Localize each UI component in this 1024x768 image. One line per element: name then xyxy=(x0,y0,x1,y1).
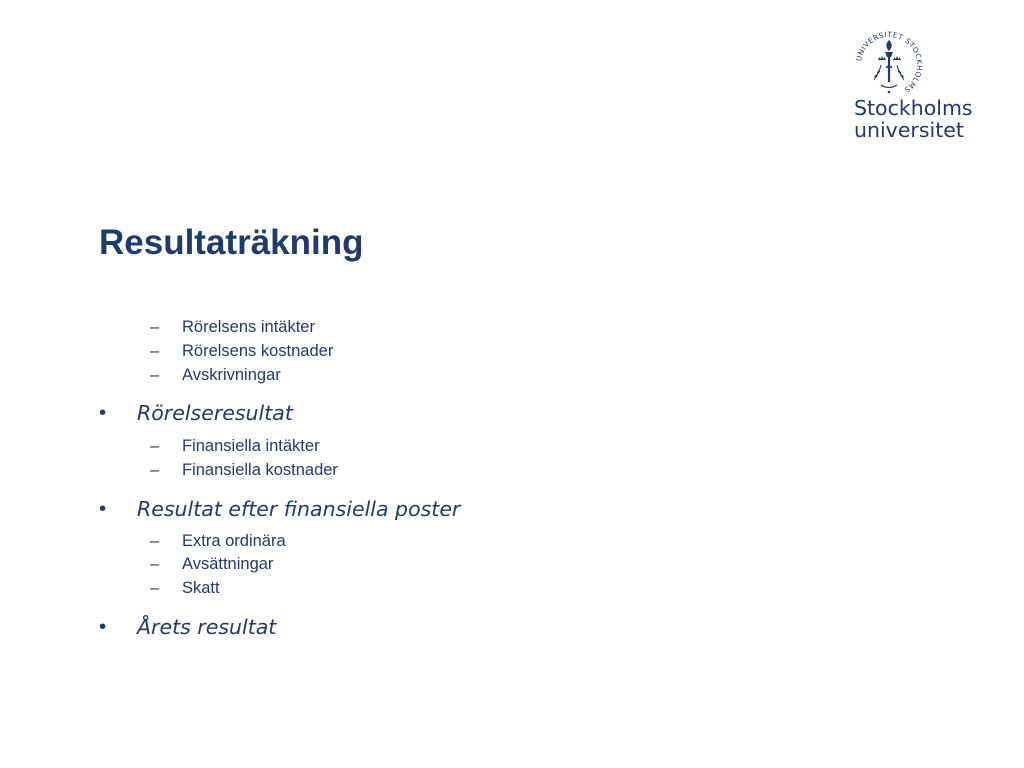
dash-marker: – xyxy=(150,532,160,550)
bullet-item-text: Resultat efter finansiella poster xyxy=(137,497,461,521)
bullet-item-text: Årets resultat xyxy=(137,615,277,639)
dash-marker: – xyxy=(150,318,160,336)
dash-marker: – xyxy=(150,555,160,573)
sub-item-text: Avsättningar xyxy=(182,555,274,573)
sub-item-text: Finansiella kostnader xyxy=(182,461,338,479)
slide-title: Resultaträkning xyxy=(99,223,364,262)
dash-marker: – xyxy=(150,342,160,360)
bullet-marker: • xyxy=(99,615,107,638)
sub-item-text: Finansiella intäkter xyxy=(182,437,320,455)
bullet-marker: • xyxy=(99,497,107,520)
university-name-line-1: Stockholms xyxy=(854,96,973,120)
sub-item-text: Skatt xyxy=(182,579,220,597)
dash-marker: – xyxy=(150,366,160,384)
svg-text:UNIVERSITET STOCKHOLMS: UNIVERSITET STOCKHOLMS xyxy=(854,30,924,95)
sub-item-text: Avskrivningar xyxy=(182,366,281,384)
sub-item-text: Extra ordinära xyxy=(182,532,286,550)
dash-marker: – xyxy=(150,579,160,597)
bullet-item-text: Rörelseresultat xyxy=(137,401,293,425)
dash-marker: – xyxy=(150,437,160,455)
university-name-line-2: universitet xyxy=(854,118,964,142)
bullet-marker: • xyxy=(99,401,107,424)
sub-item-text: Rörelsens kostnader xyxy=(182,342,334,360)
dash-marker: – xyxy=(150,461,160,479)
sub-item-text: Rörelsens intäkter xyxy=(182,318,315,336)
